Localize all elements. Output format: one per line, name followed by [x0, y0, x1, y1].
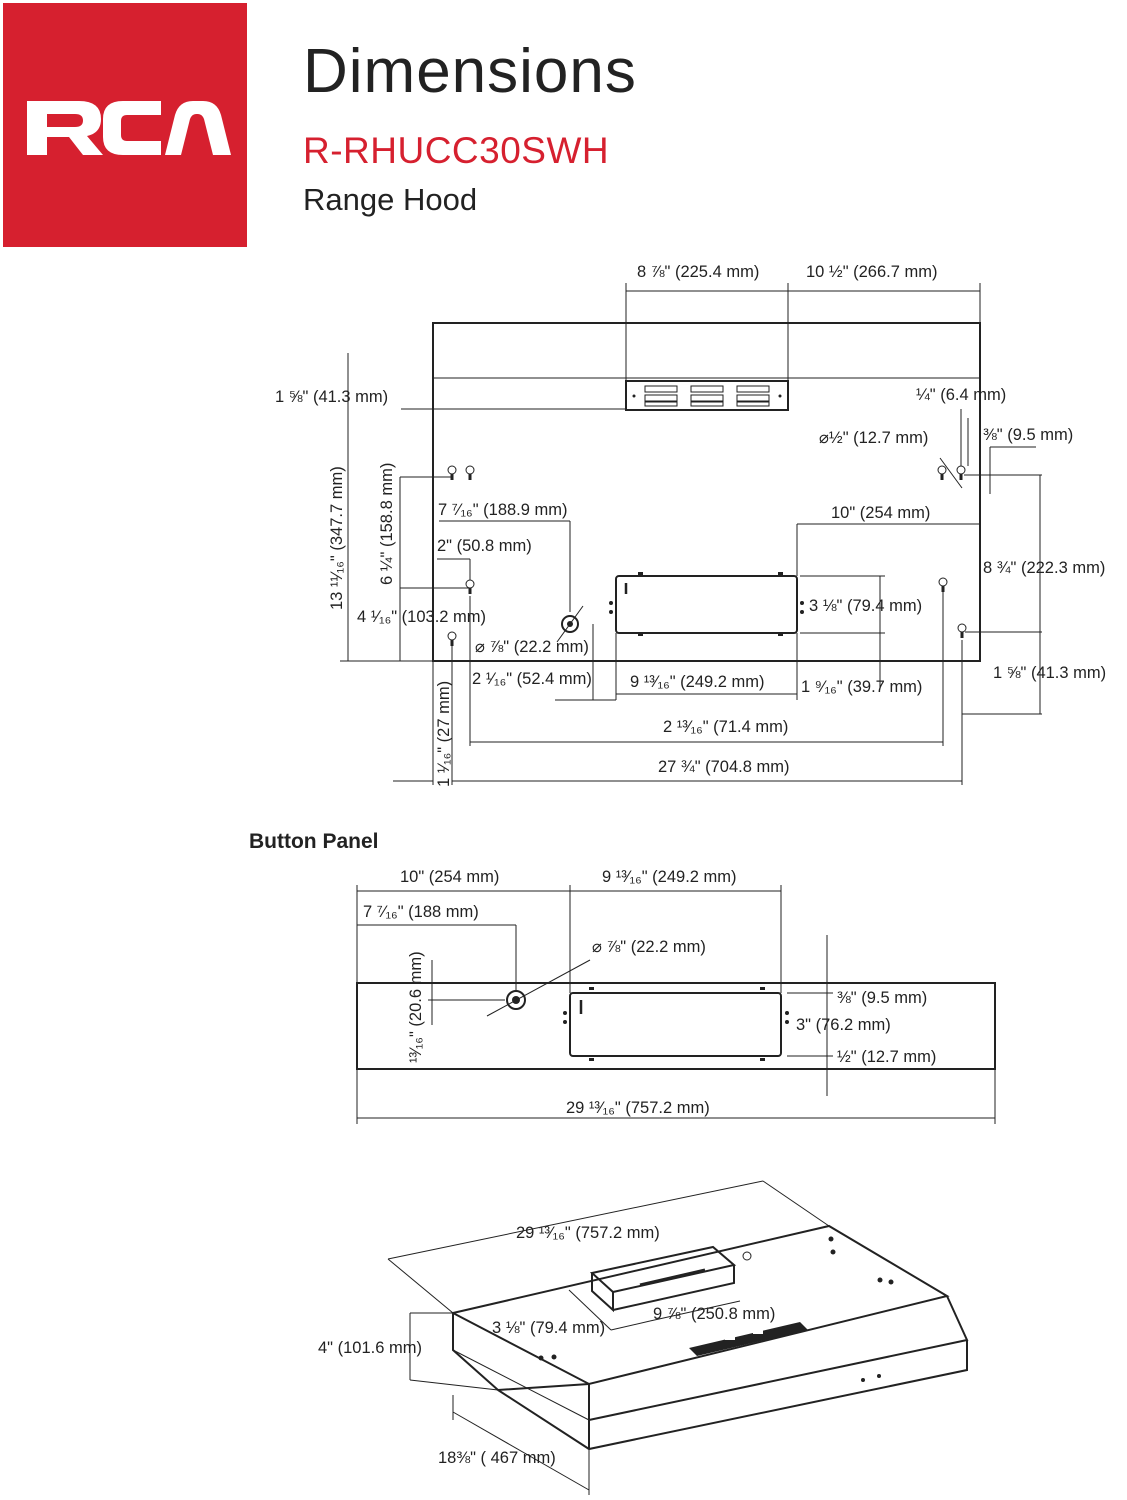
dim-panel-width: 29 ¹³⁄₁₆" (757.2 mm)	[566, 1099, 710, 1117]
dim-hood-height: 4" (101.6 mm)	[318, 1339, 422, 1357]
top-view	[275, 263, 1106, 787]
dim-knob-offset: 7 ⁷⁄₁₆" (188.9 mm)	[438, 501, 568, 519]
dim-duct-width: 9 ⅞" (250.8 mm)	[653, 1305, 776, 1323]
dim-edge-offset: 1 ¹⁄₁₆" (27 mm)	[435, 680, 453, 787]
dim-bottom-slot: 1 ⅝" (41.3 mm)	[993, 664, 1107, 682]
dim-panel-cutout-height: 3" (76.2 mm)	[796, 1016, 891, 1034]
dim-slot-edge: ⅜" (9.5 mm)	[983, 426, 1074, 444]
dim-panel-knob-height: ¹³⁄₁₆" (20.6 mm)	[407, 951, 425, 1063]
dim-cutout-height: 3 ⅛" (79.4 mm)	[809, 597, 923, 615]
dim-duct-depth: 3 ⅛" (79.4 mm)	[492, 1319, 606, 1337]
dim-panel-offset: 10" (254 mm)	[400, 868, 500, 886]
dim-knob-to-cutout: 2 ¹⁄₁₆" (52.4 mm)	[472, 670, 592, 688]
button-panel-heading: Button Panel	[249, 830, 379, 853]
dim-cutout-width: 9 ¹³⁄₁₆" (249.2 mm)	[630, 673, 765, 691]
isometric-view	[318, 1181, 967, 1495]
button-panel-view	[357, 868, 995, 1124]
dim-cutout-offset: 10" (254 mm)	[831, 504, 931, 522]
dim-hood-width: 29 ¹³⁄₁₆" (757.2 mm)	[516, 1224, 660, 1242]
panel-cutout	[570, 993, 781, 1056]
dim-panel-bottom-margin: ½" (12.7 mm)	[837, 1048, 937, 1066]
product-subtitle: Range Hood	[303, 182, 478, 217]
keyhole-slots	[448, 466, 966, 646]
dim-vent-offset: 8 ⅞" (225.4 mm)	[637, 263, 760, 281]
dim-overall-slots: 27 ¾" (704.8 mm)	[658, 758, 790, 776]
dim-right-offset: 10 ½" (266.7 mm)	[806, 263, 938, 281]
dim-panel-cutout-width: 9 ¹³⁄₁₆" (249.2 mm)	[602, 868, 737, 886]
dim-slot-gap: ¼" (6.4 mm)	[916, 386, 1007, 404]
dim-lower-slot: 4 ¹⁄₁₆" (103.2 mm)	[357, 608, 487, 626]
page-title: Dimensions	[303, 37, 637, 106]
dim-panel-knob-diameter: ⌀ ⅞" (22.2 mm)	[592, 938, 706, 956]
dim-slot-row: 2 ¹³⁄₁₆" (71.4 mm)	[663, 718, 789, 736]
dim-slot-diameter: ⌀½" (12.7 mm)	[819, 429, 929, 447]
dim-slot-inset: 2" (50.8 mm)	[437, 537, 532, 555]
model-number: R-RHUCC30SWH	[303, 130, 610, 171]
dim-cutout-bottom: 1 ⁹⁄₁₆" (39.7 mm)	[801, 678, 923, 696]
dim-panel-knob-offset: 7 ⁷⁄₁₆" (188 mm)	[363, 903, 479, 921]
dim-hood-depth: 18⅜" ( 467 mm)	[438, 1449, 556, 1467]
dim-knob-diameter: ⌀ ⅞" (22.2 mm)	[475, 638, 589, 656]
dim-slot-spacing: 6 ¼" (158.8 mm)	[378, 462, 396, 585]
vent-grille	[626, 381, 788, 410]
dim-top-strip: 1 ⅝" (41.3 mm)	[275, 388, 389, 406]
control-cutout	[616, 576, 797, 633]
dim-total-depth: 13 ¹¹⁄₁₆" (347.7 mm)	[328, 466, 346, 610]
dim-panel-top-margin: ⅜" (9.5 mm)	[837, 989, 928, 1007]
dim-right-slot-spacing: 8 ¾" (222.3 mm)	[983, 559, 1106, 577]
